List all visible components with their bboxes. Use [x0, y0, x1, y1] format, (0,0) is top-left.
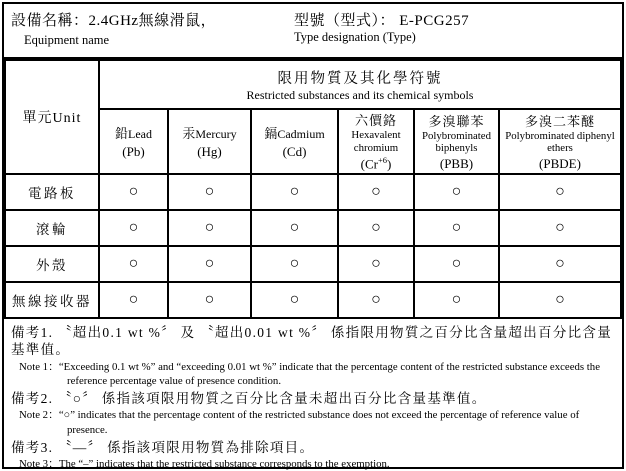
column-header-cadmium [251, 109, 338, 174]
compliance-circle: ○ [251, 210, 338, 246]
column-header-pbb [414, 109, 499, 174]
type-designation-field [294, 9, 469, 45]
type-designation-label-en: Type designation (Type) [294, 30, 416, 44]
mercury-name-en: Mercury [195, 126, 237, 141]
chromium-name-en: Hexavalent chromium [351, 129, 401, 154]
compliance-circle: ○ [338, 282, 414, 318]
compliance-circle: ○ [499, 210, 621, 246]
compliance-circle: ○ [168, 174, 251, 210]
note-2 [11, 391, 616, 437]
notes-section [4, 319, 622, 471]
table-row-wireless-receiver [5, 282, 621, 318]
equipment-name-value: 2.4GHz無線滑鼠， [88, 13, 217, 29]
compliance-circle: ○ [168, 210, 251, 246]
compliance-circle: ○ [414, 282, 499, 318]
note-3 [11, 440, 616, 471]
chromium-name-zh: 六價鉻 [354, 113, 397, 128]
compliance-circle: ○ [99, 210, 168, 246]
note-3-en: Note 3：The “–” indicates that the restricted substance corresponds to the exemption. [19, 458, 390, 471]
rohs-declaration-document [2, 2, 624, 469]
unit-header-cell: 單元Unit [5, 60, 99, 174]
note-1-zh: 備考1. 〝超出0.1 wt %〞 及 〝超出0.01 wt %〞 係指限用物質之百分比含量超出百分比含量基準值。 [11, 324, 613, 357]
pbde-symbol: (PBDE) [539, 156, 581, 172]
chromium-symbol: $(Cr^{+6})$ [360, 155, 392, 172]
unit-cell: 滾輪 [5, 210, 99, 246]
column-header-pbde [499, 109, 621, 174]
lead-name-en: Lead [128, 126, 152, 141]
unit-cell: 外殼 [5, 246, 99, 282]
mercury-name-zh: 汞 [182, 125, 196, 141]
document-header [4, 4, 622, 59]
table-header-row-1 [5, 60, 621, 109]
equipment-name-label-zh: 設備名稱： [11, 13, 89, 29]
substances-header-cell [99, 60, 621, 109]
lead-name-zh: 鉛 [115, 125, 129, 141]
type-designation-line [294, 9, 469, 30]
cadmium-symbol: (Cd) [282, 143, 307, 159]
substances-header-en: Restricted substances and its chemical symbols [246, 87, 474, 102]
compliance-circle: ○ [414, 174, 499, 210]
compliance-circle: ○ [338, 174, 414, 210]
note-2-zh: 備考2. 〝○〞 係指該項限用物質之百分比含量未超出百分比含量基準值。 [11, 390, 487, 406]
equipment-name-line [11, 9, 216, 30]
table-row-circuit-board [5, 174, 621, 210]
cadmium-name-zh: 鎘 [264, 125, 278, 141]
compliance-circle: ○ [338, 246, 414, 282]
equipment-name-field [11, 9, 216, 48]
type-designation-value: E-PCG257 [399, 13, 470, 29]
substances-table [4, 59, 622, 319]
note-3-zh: 備考3. 〝—〞 係指該項限用物質為排除項目。 [11, 439, 315, 455]
compliance-circle: ○ [99, 282, 168, 318]
compliance-circle: ○ [251, 246, 338, 282]
compliance-circle: ○ [99, 246, 168, 282]
compliance-circle: ○ [499, 174, 621, 210]
compliance-circle: ○ [338, 210, 414, 246]
column-header-lead [99, 109, 168, 174]
note-1 [11, 325, 616, 388]
pbb-name-en: Polybrominated biphenyls [422, 129, 491, 155]
note-1-en: Note 1：“Exceeding 0.1 wt %” and “exceeding 0.01 wt %” indicate that the percentage content of the restricted substance exceeds the reference percentage value of presence condition. [19, 360, 600, 387]
pbde-name-zh: 多溴二苯醚 [524, 113, 595, 129]
table-row-scroll-wheel [5, 210, 621, 246]
unit-cell: 無線接收器 [5, 282, 99, 318]
compliance-circle: ○ [414, 210, 499, 246]
pbb-name-zh: 多溴聯苯 [428, 113, 485, 129]
chromium-symbol-superscript: +6 [377, 155, 388, 166]
pbb-symbol: (PBB) [439, 156, 474, 172]
type-designation-label-zh: 型號（型式）： [294, 13, 396, 29]
compliance-circle: ○ [499, 246, 621, 282]
compliance-circle: ○ [414, 246, 499, 282]
compliance-circle: ○ [251, 282, 338, 318]
lead-symbol: (Pb) [122, 143, 145, 159]
pbde-name-en: Polybrominated diphenyl ethers [505, 129, 615, 155]
column-header-mercury [168, 109, 251, 174]
substances-header-zh: 限用物質及其化學符號 [277, 70, 443, 87]
compliance-circle: ○ [168, 246, 251, 282]
table-row-housing [5, 246, 621, 282]
note-2-en: Note 2：“○” indicates that the percentage content of the restricted substance does not exceed the percentage of reference value of presence. [19, 409, 580, 436]
cadmium-name-en: Cadmium [277, 126, 325, 141]
column-header-hexavalent-chromium [338, 109, 414, 174]
equipment-name-label-en: Equipment name [24, 33, 110, 47]
compliance-circle: ○ [499, 282, 621, 318]
unit-cell: 電路板 [5, 174, 99, 210]
compliance-circle: ○ [168, 282, 251, 318]
compliance-circle: ○ [251, 174, 338, 210]
compliance-circle: ○ [99, 174, 168, 210]
mercury-symbol: (Hg) [197, 143, 222, 159]
